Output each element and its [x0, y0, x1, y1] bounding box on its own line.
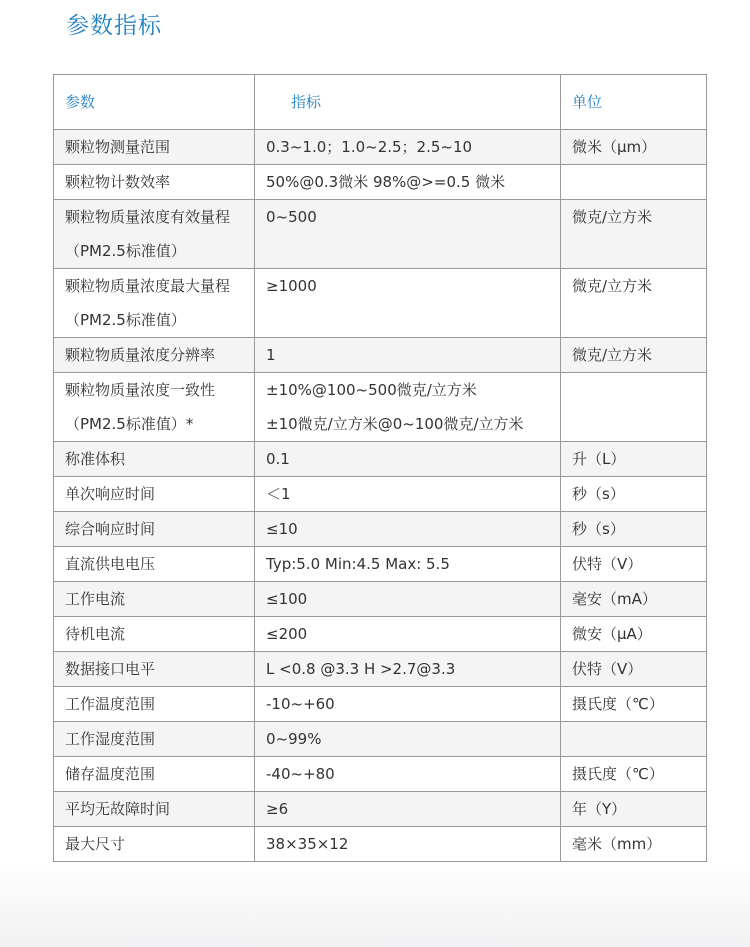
header-spec: 指标 — [255, 75, 561, 130]
table-row — [54, 477, 707, 512]
spec-cell — [255, 582, 561, 617]
param-cell-line: 平均无故障时间 — [65, 800, 171, 818]
table-header-row — [54, 75, 707, 130]
param-cell-line: 颗粒物质量浓度分辨率 — [65, 346, 216, 364]
table-row — [54, 547, 707, 582]
spec-cell — [255, 442, 561, 477]
param-cell — [54, 652, 255, 687]
spec-cell — [255, 792, 561, 827]
param-cell — [54, 477, 255, 512]
unit-cell: 微米（μm） — [561, 130, 707, 165]
table-row — [54, 373, 707, 442]
header-param: 参数 — [54, 75, 255, 130]
unit-cell: 毫米（mm） — [561, 827, 707, 862]
spec-cell-line: ≥1000 — [266, 277, 317, 295]
spec-table-body — [54, 75, 707, 862]
spec-cell — [255, 827, 561, 862]
param-cell — [54, 617, 255, 652]
param-cell — [54, 722, 255, 757]
param-cell — [54, 827, 255, 862]
spec-cell-line: ＜1 — [266, 485, 291, 503]
table-row — [54, 165, 707, 200]
param-cell — [54, 200, 255, 269]
unit-cell: 毫安（mA） — [561, 582, 707, 617]
spec-cell — [255, 477, 561, 512]
spec-cell — [255, 547, 561, 582]
param-cell-line: 综合响应时间 — [65, 520, 156, 538]
param-cell — [54, 792, 255, 827]
unit-cell: 微克/立方米 — [561, 269, 707, 338]
spec-cell — [255, 687, 561, 722]
table-row — [54, 757, 707, 792]
spec-cell — [255, 200, 561, 269]
unit-cell: 微克/立方米 — [561, 338, 707, 373]
param-cell — [54, 165, 255, 200]
table-row — [54, 338, 707, 373]
param-cell — [54, 269, 255, 338]
spec-cell-line: 0.1 — [266, 450, 290, 468]
unit-cell: 升（L） — [561, 442, 707, 477]
param-cell-line: 工作温度范围 — [65, 695, 156, 713]
unit-cell: 摄氏度（℃） — [561, 687, 707, 722]
spec-cell — [255, 652, 561, 687]
unit-cell — [561, 165, 707, 200]
param-cell — [54, 130, 255, 165]
spec-cell-line: ≤200 — [266, 625, 308, 643]
spec-cell — [255, 617, 561, 652]
page-title: 参数指标 — [66, 13, 162, 39]
table-row — [54, 617, 707, 652]
param-cell — [54, 582, 255, 617]
param-cell-line: （PM2.5标准值） — [65, 311, 186, 329]
param-cell — [54, 442, 255, 477]
unit-cell: 秒（s） — [561, 512, 707, 547]
table-row — [54, 130, 707, 165]
spec-cell-line: 38×35×12 — [266, 835, 349, 853]
spec-cell-line: 0~500 — [266, 208, 317, 226]
spec-cell-line: Typ:5.0 Min:4.5 Max: 5.5 — [266, 555, 450, 573]
table-row — [54, 269, 707, 338]
param-cell-line: 数据接口电平 — [65, 660, 156, 678]
unit-cell: 摄氏度（℃） — [561, 757, 707, 792]
param-cell-line: 直流供电电压 — [65, 555, 156, 573]
spec-cell — [255, 130, 561, 165]
param-cell-line: 称准体积 — [65, 450, 126, 468]
spec-cell-line: ≥6 — [266, 800, 289, 818]
spec-cell-line: ≤100 — [266, 590, 308, 608]
param-cell-line: 储存温度范围 — [65, 765, 156, 783]
param-cell-line: 颗粒物计数效率 — [65, 173, 171, 191]
table-row — [54, 200, 707, 269]
param-cell — [54, 512, 255, 547]
table-row — [54, 582, 707, 617]
spec-cell — [255, 373, 561, 442]
param-cell-line: 工作电流 — [65, 590, 126, 608]
param-cell-line: 单次响应时间 — [65, 485, 156, 503]
spec-cell-line: 0~99% — [266, 730, 322, 748]
param-cell-line: 待机电流 — [65, 625, 126, 643]
param-cell — [54, 373, 255, 442]
spec-cell-line: 1 — [266, 346, 276, 364]
param-cell-line: 颗粒物质量浓度一致性 — [65, 381, 216, 399]
param-cell-line: （PM2.5标准值）* — [65, 415, 194, 433]
table-row — [54, 792, 707, 827]
param-cell-line: 工作湿度范围 — [65, 730, 156, 748]
spec-cell-line: 50%@0.3微米 98%@>=0.5 微米 — [266, 173, 506, 191]
table-row — [54, 827, 707, 862]
table-row — [54, 687, 707, 722]
unit-cell: 微克/立方米 — [561, 200, 707, 269]
spec-cell-line: -40~+80 — [266, 765, 335, 783]
spec-cell — [255, 512, 561, 547]
param-cell — [54, 757, 255, 792]
spec-cell-line: L <0.8 @3.3 H >2.7@3.3 — [266, 660, 456, 678]
table-row — [54, 722, 707, 757]
spec-table — [53, 74, 707, 862]
param-cell-line: 颗粒物质量浓度有效量程 — [65, 208, 231, 226]
unit-cell: 秒（s） — [561, 477, 707, 512]
param-cell — [54, 338, 255, 373]
unit-cell: 微安（μA） — [561, 617, 707, 652]
param-cell-line: 最大尺寸 — [65, 835, 126, 853]
table-row — [54, 442, 707, 477]
spec-cell-line: ≤10 — [266, 520, 298, 538]
header-unit: 单位 — [561, 75, 707, 130]
spec-cell — [255, 722, 561, 757]
spec-cell — [255, 757, 561, 792]
table-row — [54, 512, 707, 547]
param-cell — [54, 687, 255, 722]
unit-cell: 年（Y） — [561, 792, 707, 827]
unit-cell: 伏特（V） — [561, 652, 707, 687]
spec-cell — [255, 338, 561, 373]
param-cell — [54, 547, 255, 582]
spec-cell — [255, 269, 561, 338]
spec-cell-line: 0.3~1.0；1.0~2.5；2.5~10 — [266, 138, 473, 156]
param-cell-line: 颗粒物测量范围 — [65, 138, 171, 156]
spec-cell-line: ±10%@100~500微克/立方米 — [266, 381, 477, 399]
unit-cell — [561, 373, 707, 442]
unit-cell: 伏特（V） — [561, 547, 707, 582]
spec-cell-line: -10~+60 — [266, 695, 335, 713]
param-cell-line: 颗粒物质量浓度最大量程 — [65, 277, 231, 295]
spec-cell — [255, 165, 561, 200]
unit-cell — [561, 722, 707, 757]
param-cell-line: （PM2.5标准值） — [65, 242, 186, 260]
table-row — [54, 652, 707, 687]
spec-cell-line: ±10微克/立方米@0~100微克/立方米 — [266, 415, 524, 433]
